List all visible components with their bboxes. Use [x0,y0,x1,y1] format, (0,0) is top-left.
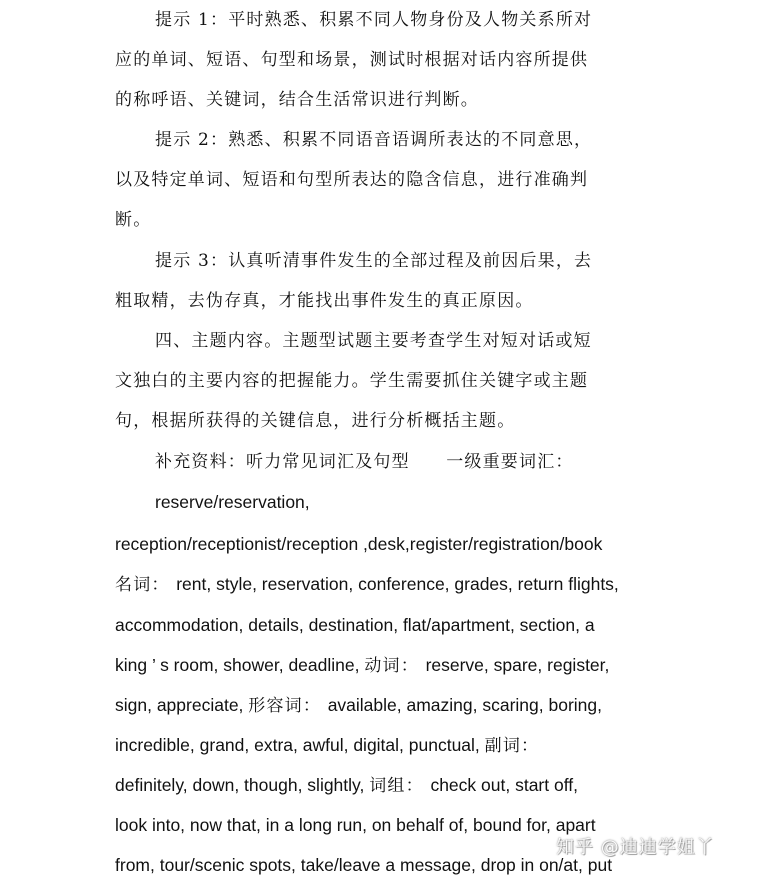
text-line-21 [115,814,596,837]
text-segment: available, amazing, scaring, boring, [327,695,603,715]
text-segment: check out, start off, [430,775,578,795]
text-line-6 [115,209,151,231]
text-segment: 提示 3：认真听清事件发生的全部过程及前因后果，去 [155,251,593,271]
text-line-1 [155,9,592,31]
text-segment: 副词： [484,736,540,756]
text-line-12 [155,451,574,473]
text-segment: reception/receptionist/reception ,desk,register/registration/book [115,534,603,554]
text-segment: 词组： [369,776,431,796]
text-segment: 提示 1：平时熟悉、积累不同人物身份及人物关系所对 [155,10,593,30]
text-segment: 应的单词、短语、句型和场景，测试时根据对话内容所提供 [115,50,589,70]
zhihu-watermark: 知乎 @迪迪学姐丫 [556,837,715,858]
text-segment: 名词： [115,575,177,595]
text-segment: 以及特定单词、短语和句型所表达的隐含信息，进行准确判 [115,170,589,190]
text-segment: 动词： [364,656,426,676]
text-segment: 文独白的主要内容的把握能力。学生需要抓住关键字或主题 [115,371,589,391]
text-line-18 [115,694,602,717]
text-segment: sign, appreciate, [115,695,249,715]
text-segment: 四、主题内容。主题型试题主要考查学生对短对话或短 [155,331,592,351]
text-segment: 句，根据所获得的关键信息，进行分析概括主题。 [115,411,516,431]
text-segment: accommodation, details, destination, flat/apartment, section, a [115,615,595,635]
text-segment: 的称呼语、关键词，结合生活常识进行判断。 [115,90,479,110]
text-line-11 [115,410,515,432]
text-segment: incredible, grand, extra, awful, digital, punctual, [115,735,485,755]
text-line-15 [115,573,619,596]
text-segment: 断。 [115,210,152,230]
text-line-14 [115,533,602,556]
text-line-22 [115,854,612,877]
text-line-20 [115,774,578,797]
text-segment: 提示 2：熟悉、积累不同语音语调所表达的不同意思， [155,130,593,150]
text-line-8 [115,290,534,312]
text-segment: reserve/reservation, [155,492,310,512]
text-line-19 [115,734,539,757]
text-line-4 [155,129,592,151]
text-line-9 [155,330,592,352]
text-segment: rent, style, reservation, conference, grades, return flights, [176,574,619,594]
text-segment: from, tour/scenic spots, take/leave a message, drop in on/at, put [115,855,613,875]
text-line-2 [115,49,588,71]
text-segment: definitely, down, though, slightly, [115,775,370,795]
text-segment: 形容词： [248,696,328,716]
text-line-5 [115,169,588,191]
text-line-3 [115,89,479,111]
text-line-17 [115,654,609,677]
text-segment: look into, now that, in a long run, on behalf of, bound for, apart [115,815,596,835]
text-line-10 [115,370,588,392]
text-line-7 [155,250,592,272]
text-segment: reserve, spare, register, [425,655,610,675]
text-segment: 粗取精，去伪存真，才能找出事件发生的真正原因。 [115,291,534,311]
text-line-16 [115,614,595,637]
text-segment: 补充资料：听力常见词汇及句型 一级重要词汇： [155,452,574,472]
text-segment: king ’ s room, shower, deadline, [115,655,365,675]
text-line-13 [155,491,310,514]
